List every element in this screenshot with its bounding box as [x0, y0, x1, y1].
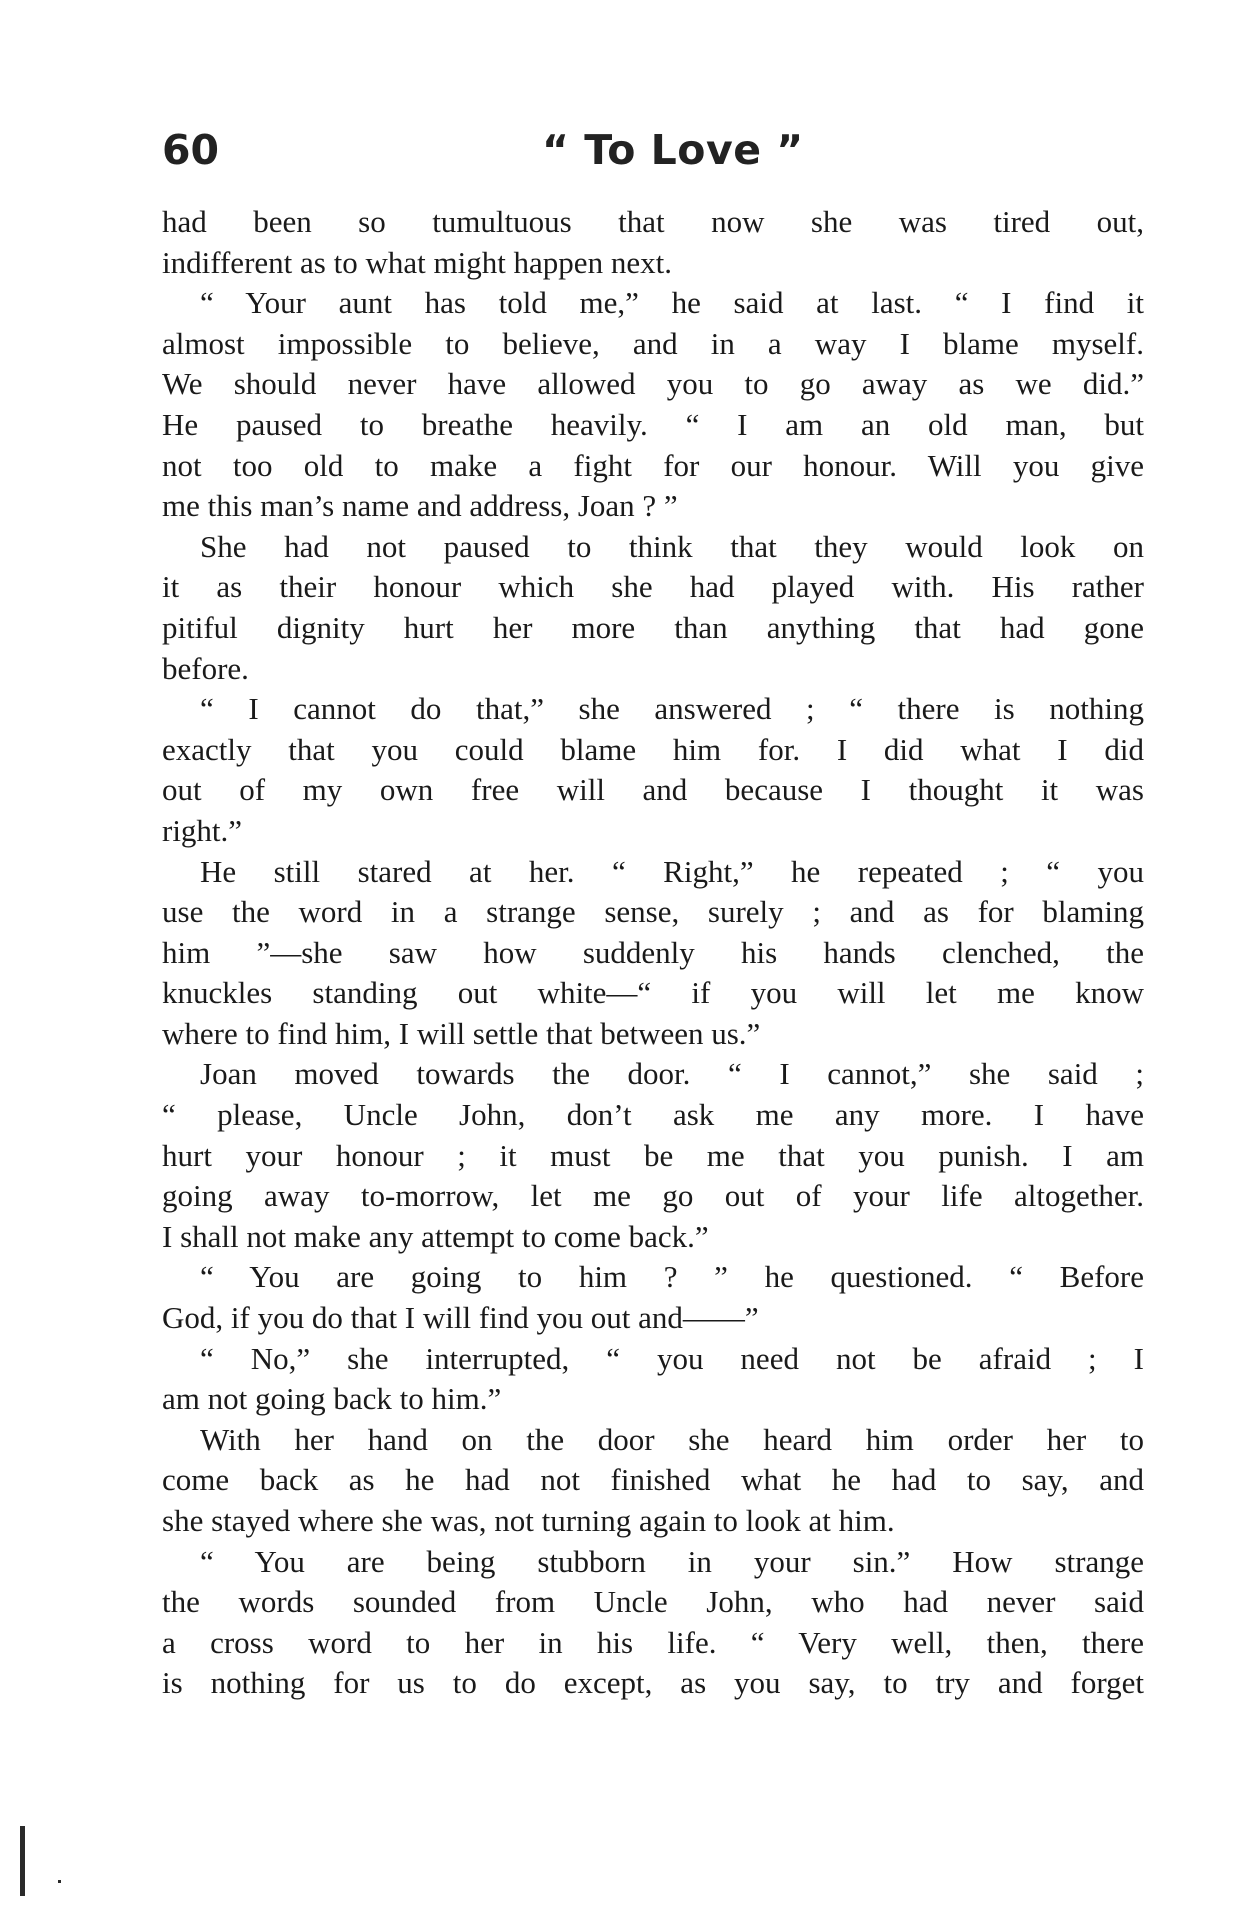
- page-number: 60: [162, 126, 220, 174]
- paragraph: [162, 1542, 1144, 1704]
- text-line: “ No,” she interrupted, “ you need not be afraid ; I: [200, 1340, 1144, 1376]
- running-title: “ To Love ”: [542, 126, 804, 174]
- text-line: exactly that you could blame him for. I did what I did: [162, 731, 1144, 767]
- text-line: come back as he had not finished what he had to say, and: [162, 1462, 1144, 1498]
- text-line: knuckles standing out white—“ if you will let me know: [162, 975, 1144, 1011]
- text-line: indifferent as to what might happen next.: [162, 244, 672, 280]
- paragraph: [162, 852, 1144, 1055]
- text-line: am not going back to him.”: [162, 1381, 502, 1417]
- text-line: He still stared at her. “ Right,” he repeated ; “ you: [200, 853, 1144, 889]
- paragraph: [162, 689, 1144, 851]
- text-line: With her hand on the door she heard him order her to: [200, 1421, 1144, 1457]
- text-line: “ You are going to him ? ” he questioned. “ Before: [200, 1259, 1144, 1295]
- text-line: “ I cannot do that,” she answered ; “ there is nothing: [200, 691, 1144, 727]
- text-line: right.”: [162, 812, 243, 848]
- text-line: He paused to breathe heavily. “ I am an old man, but: [162, 406, 1144, 442]
- paragraph: [162, 527, 1144, 689]
- text-line: Joan moved towards the door. “ I cannot,” she said ;: [200, 1056, 1144, 1092]
- text-line: “ please, Uncle John, don’t ask me any more. I have: [162, 1097, 1144, 1133]
- text-line: me this man’s name and address, Joan ? ”: [162, 488, 678, 524]
- paragraph: [162, 202, 1144, 283]
- text-line: had been so tumultuous that now she was tired out,: [162, 204, 1144, 239]
- page-header: [162, 126, 1142, 186]
- text-line: a cross word to her in his life. “ Very well, then, there: [162, 1624, 1144, 1660]
- paragraph: [162, 1054, 1144, 1257]
- text-line: God, if you do that I will find you out and——”: [162, 1300, 759, 1336]
- body-text: [162, 202, 1144, 1704]
- paragraph: [162, 283, 1144, 527]
- text-line: out of my own free will and because I thought it was: [162, 772, 1144, 808]
- margin-ink-speck: [58, 1880, 61, 1883]
- text-line: it as their honour which she had played with. His rather: [162, 569, 1144, 605]
- text-line: him ”—she saw how suddenly his hands clenched, the: [162, 934, 1144, 970]
- text-line: she stayed where she was, not turning again to look at him.: [162, 1503, 895, 1538]
- paragraph: [162, 1339, 1144, 1420]
- text-line: pitiful dignity hurt her more than anything that had gone: [162, 609, 1144, 645]
- text-line: “ You are being stubborn in your sin.” How strange: [200, 1543, 1144, 1579]
- text-line: She had not paused to think that they would look on: [200, 528, 1144, 564]
- margin-ink-mark: [20, 1826, 25, 1896]
- text-line: We should never have allowed you to go away as we did.”: [162, 366, 1144, 402]
- text-line: is nothing for us to do except, as you say, to try and forget: [162, 1665, 1144, 1701]
- text-line: almost impossible to believe, and in a way I blame myself.: [162, 325, 1144, 361]
- paragraph: [162, 1257, 1144, 1338]
- text-line: not too old to make a fight for our honour. Will you give: [162, 447, 1144, 483]
- text-line: where to find him, I will settle that between us.”: [162, 1015, 761, 1051]
- paragraph: [162, 1420, 1144, 1542]
- text-line: going away to-morrow, let me go out of your life altogether.: [162, 1178, 1144, 1214]
- text-line: hurt your honour ; it must be me that you punish. I am: [162, 1137, 1144, 1173]
- text-line: I shall not make any attempt to come back.”: [162, 1218, 709, 1254]
- text-line: “ Your aunt has told me,” he said at last. “ I find it: [200, 285, 1144, 321]
- text-line: before.: [162, 650, 249, 686]
- text-line: use the word in a strange sense, surely ; and as for blaming: [162, 894, 1144, 930]
- text-line: the words sounded from Uncle John, who had never said: [162, 1584, 1144, 1620]
